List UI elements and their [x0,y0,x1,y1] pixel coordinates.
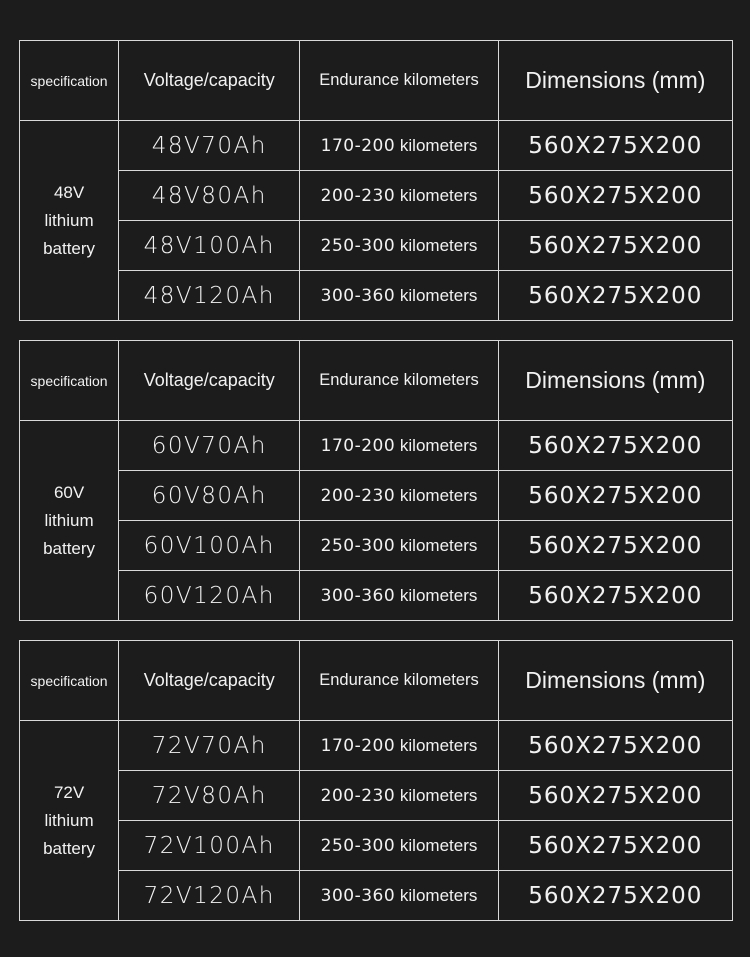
header-row [20,41,733,121]
voltage-cell: 72V80Ah [119,771,300,821]
voltage-cell: 48V100Ah [119,221,300,271]
range-value: 170-200 [320,135,396,156]
endurance-cell [300,121,498,171]
range-value: 250-300 [320,835,396,856]
dimensions-cell: 560X275X200 [498,171,732,221]
endurance-cell [300,271,498,321]
dimensions-cell: 560X275X200 [498,221,732,271]
table-row [20,821,733,871]
table-row [20,121,733,171]
group-voltage: 48V [53,182,85,202]
table-row [20,771,733,821]
group-type: lithium [44,510,94,530]
range-value: 200-230 [320,785,396,806]
header-specification: specification [20,41,119,121]
table-row [20,571,733,621]
group-type: lithium [44,210,94,230]
endurance-cell [300,821,498,871]
voltage-cell: 48V120Ah [119,271,300,321]
endurance-cell [300,221,498,271]
voltage-cell: 48V80Ah [119,171,300,221]
table-row [20,521,733,571]
range-value: 300-360 [320,585,396,606]
header-specification: specification [20,641,119,721]
range-unit: kilometers [399,135,478,155]
range-value: 250-300 [320,235,396,256]
header-endurance: Endurance kilometers [300,341,498,421]
table-row [20,421,733,471]
range-unit: kilometers [399,435,478,455]
table-row [20,221,733,271]
dimensions-cell: 560X275X200 [498,721,732,771]
endurance-cell [300,871,498,921]
range-value: 200-230 [320,485,396,506]
range-unit: kilometers [399,185,478,205]
dimensions-cell: 560X275X200 [498,571,732,621]
range-value: 300-360 [320,285,396,306]
table-row [20,271,733,321]
endurance-cell [300,171,498,221]
range-value: 200-230 [320,185,396,206]
battery-group-label [20,121,119,321]
header-voltage-capacity: Voltage/capacity [119,641,300,721]
range-unit: kilometers [399,735,478,755]
voltage-cell: 60V100Ah [119,521,300,571]
dimensions-cell: 560X275X200 [498,271,732,321]
dimensions-cell: 560X275X200 [498,871,732,921]
range-unit: kilometers [399,785,478,805]
voltage-cell: 60V70Ah [119,421,300,471]
range-unit: kilometers [399,585,478,605]
range-value: 170-200 [320,735,396,756]
header-endurance: Endurance kilometers [300,41,498,121]
header-dimensions: Dimensions (mm) [498,341,732,421]
battery-group-label [20,721,119,921]
endurance-cell [300,421,498,471]
group-kind: battery [43,838,96,858]
battery-group-label [20,421,119,621]
group-kind: battery [43,238,96,258]
group-voltage: 72V [53,782,85,802]
voltage-cell: 72V70Ah [119,721,300,771]
dimensions-cell: 560X275X200 [498,821,732,871]
range-unit: kilometers [399,285,478,305]
table-row [20,471,733,521]
spec-table-48v [19,40,733,321]
endurance-cell [300,521,498,571]
table-row [20,871,733,921]
group-type: lithium [44,810,94,830]
range-unit: kilometers [399,235,478,255]
endurance-cell [300,721,498,771]
group-voltage: 60V [53,482,85,502]
dimensions-cell: 560X275X200 [498,421,732,471]
header-specification: specification [20,341,119,421]
range-unit: kilometers [399,885,478,905]
endurance-cell [300,771,498,821]
header-row [20,641,733,721]
spec-table-60v [19,340,733,621]
header-dimensions: Dimensions (mm) [498,41,732,121]
header-endurance: Endurance kilometers [300,641,498,721]
dimensions-cell: 560X275X200 [498,521,732,571]
header-dimensions: Dimensions (mm) [498,641,732,721]
range-unit: kilometers [399,485,478,505]
range-value: 170-200 [320,435,396,456]
endurance-cell [300,471,498,521]
group-kind: battery [43,538,96,558]
header-row [20,341,733,421]
voltage-cell: 48V70Ah [119,121,300,171]
range-unit: kilometers [399,835,478,855]
dimensions-cell: 560X275X200 [498,471,732,521]
dimensions-cell: 560X275X200 [498,121,732,171]
spec-table-72v [19,640,733,921]
voltage-cell: 60V120Ah [119,571,300,621]
dimensions-cell: 560X275X200 [498,771,732,821]
voltage-cell: 60V80Ah [119,471,300,521]
table-row [20,171,733,221]
header-voltage-capacity: Voltage/capacity [119,341,300,421]
range-value: 250-300 [320,535,396,556]
range-value: 300-360 [320,885,396,906]
table-row [20,721,733,771]
voltage-cell: 72V100Ah [119,821,300,871]
voltage-cell: 72V120Ah [119,871,300,921]
endurance-cell [300,571,498,621]
header-voltage-capacity: Voltage/capacity [119,41,300,121]
range-unit: kilometers [399,535,478,555]
